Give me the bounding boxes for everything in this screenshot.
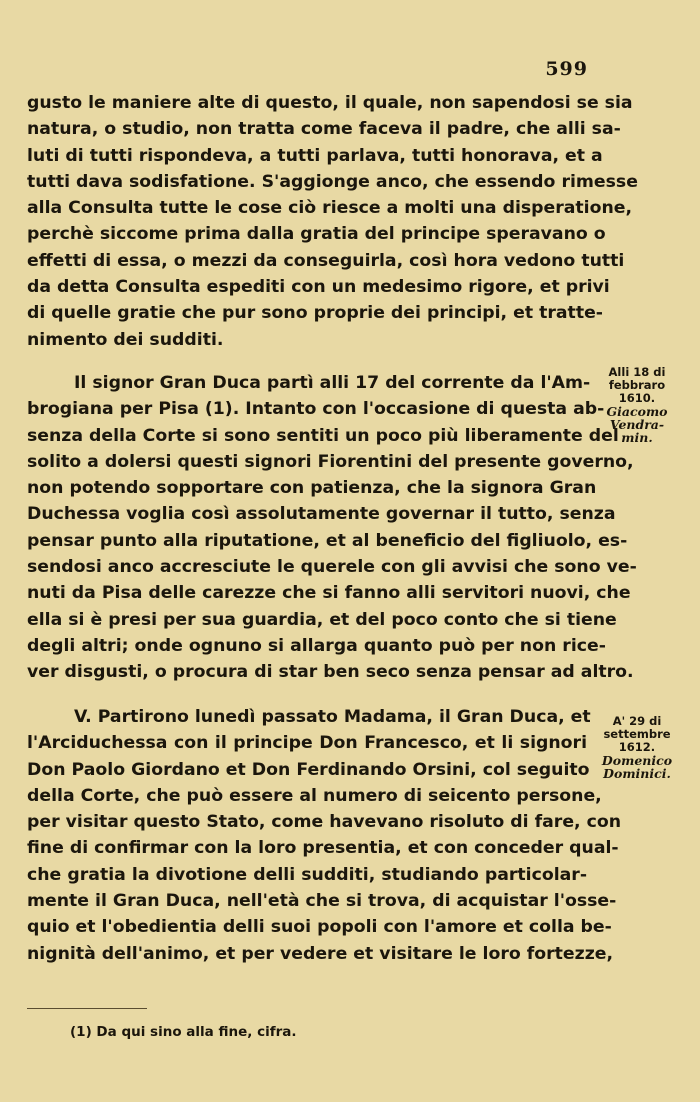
margin-note-line: 1612. (618, 740, 656, 754)
text-line: V. Partirono lunedì passato Madama, il Gran Duca, et (74, 707, 591, 727)
text-line: senza della Corte si sono sentiti un poco più liberamente del (27, 425, 619, 446)
text-line: nimento dei sudditi. (27, 329, 224, 350)
text-line: effetti di essa, o mezzi da conseguirla, così hora vedono tutti (27, 250, 625, 271)
margin-note-line: min. (621, 430, 653, 445)
text-line: da detta Consulta espediti con un medesimo rigore, et privi (27, 277, 610, 298)
margin-note-line: febbraro (608, 378, 666, 392)
text-line: della Corte, che può essere al numero di seicento persone, (27, 785, 602, 806)
margin-note-line: Giacomo (606, 404, 668, 419)
text-line: natura, o studio, non tratta come faceva il padre, che alli sa- (27, 119, 621, 140)
paragraph-continuation (27, 90, 638, 353)
text-line: nignità dell'animo, et per vedere et visitare le loro fortezze, (27, 943, 614, 964)
text-line: che gratia la divotione delli sudditi, studiando particolar- (27, 864, 587, 885)
text-line: Il signor Gran Duca partì alli 17 del corrente da l'Am- (74, 373, 591, 393)
margin-note-line: Dominici. (603, 766, 671, 781)
text-line: Don Paolo Giordano et Don Ferdinando Orsini, col seguito (27, 759, 590, 780)
text-line: gusto le maniere alte di questo, il quale, non sapendosi se sia (27, 93, 633, 113)
margin-note-line: settembre (603, 727, 671, 741)
text-line: ella si è presi per sua guardia, et del poco conto che si tiene (27, 609, 617, 630)
margin-note-line: Alli 18 di (608, 365, 666, 379)
text-line: fine di confirmar con la loro presentia, et con conceder qual- (27, 838, 619, 859)
margin-note-line: Vendra- (609, 417, 665, 432)
text-line: non potendo sopportare con patienza, che la signora Gran (27, 478, 597, 499)
footnote: (1) Da qui sino alla fine, cifra. (70, 1024, 297, 1040)
paragraph-partirono (27, 704, 622, 967)
margin-note-dominici (592, 715, 682, 780)
text-line: mente il Gran Duca, nell'età che si trova, di acquistar l'osse- (27, 891, 617, 912)
margin-note-line: A' 29 di (612, 714, 662, 728)
text-line: luti di tutti rispondeva, a tutti parlava, tutti honorava, et a (27, 145, 603, 166)
margin-note-vendramin (592, 366, 682, 444)
text-line: degli altri; onde ognuno si allarga quanto può per non rice- (27, 635, 606, 656)
text-line: brogiana per Pisa (1). Intanto con l'occasione di questa ab- (27, 399, 605, 420)
text-line: sendosi anco accresciute le querele con gli avvisi che sono ve- (27, 557, 637, 578)
text-line: alla Consulta tutte le cose ciò riesce a molti una disperatione, (27, 198, 633, 219)
text-line: ver disgusti, o procura di star ben seco senza pensar ad altro. (27, 662, 634, 683)
text-line: solito a dolersi questi signori Fiorentini del presente governo, (27, 451, 634, 472)
text-line: nuti da Pisa delle carezze che si fanno alli servitori nuovi, che (27, 583, 631, 604)
text-line: di quelle gratie che pur sono proprie dei principi, et tratte- (27, 303, 603, 324)
text-line: per visitar questo Stato, come havevano risoluto di fare, con (27, 812, 622, 833)
footnote-divider (27, 1008, 147, 1009)
text-line: l'Arciduchessa con il principe Don Francesco, et li signori (27, 733, 587, 754)
margin-note-line: 1610. (618, 391, 656, 405)
text-line: Duchessa voglia così assolutamente governar il tutto, senza (27, 504, 616, 525)
text-line: pensar punto alla riputatione, et al beneficio del figliuolo, es- (27, 530, 628, 551)
text-line: quio et l'obedientia delli suoi popoli con l'amore et colla be- (27, 917, 612, 938)
text-line: perchè siccome prima dalla gratia del principe speravano o (27, 224, 606, 245)
text-line: tutti dava sodisfatione. S'aggionge anco, che essendo rimesse (27, 171, 638, 192)
margin-note-line: Domenico (601, 753, 673, 768)
page-number: 599 (545, 58, 588, 80)
